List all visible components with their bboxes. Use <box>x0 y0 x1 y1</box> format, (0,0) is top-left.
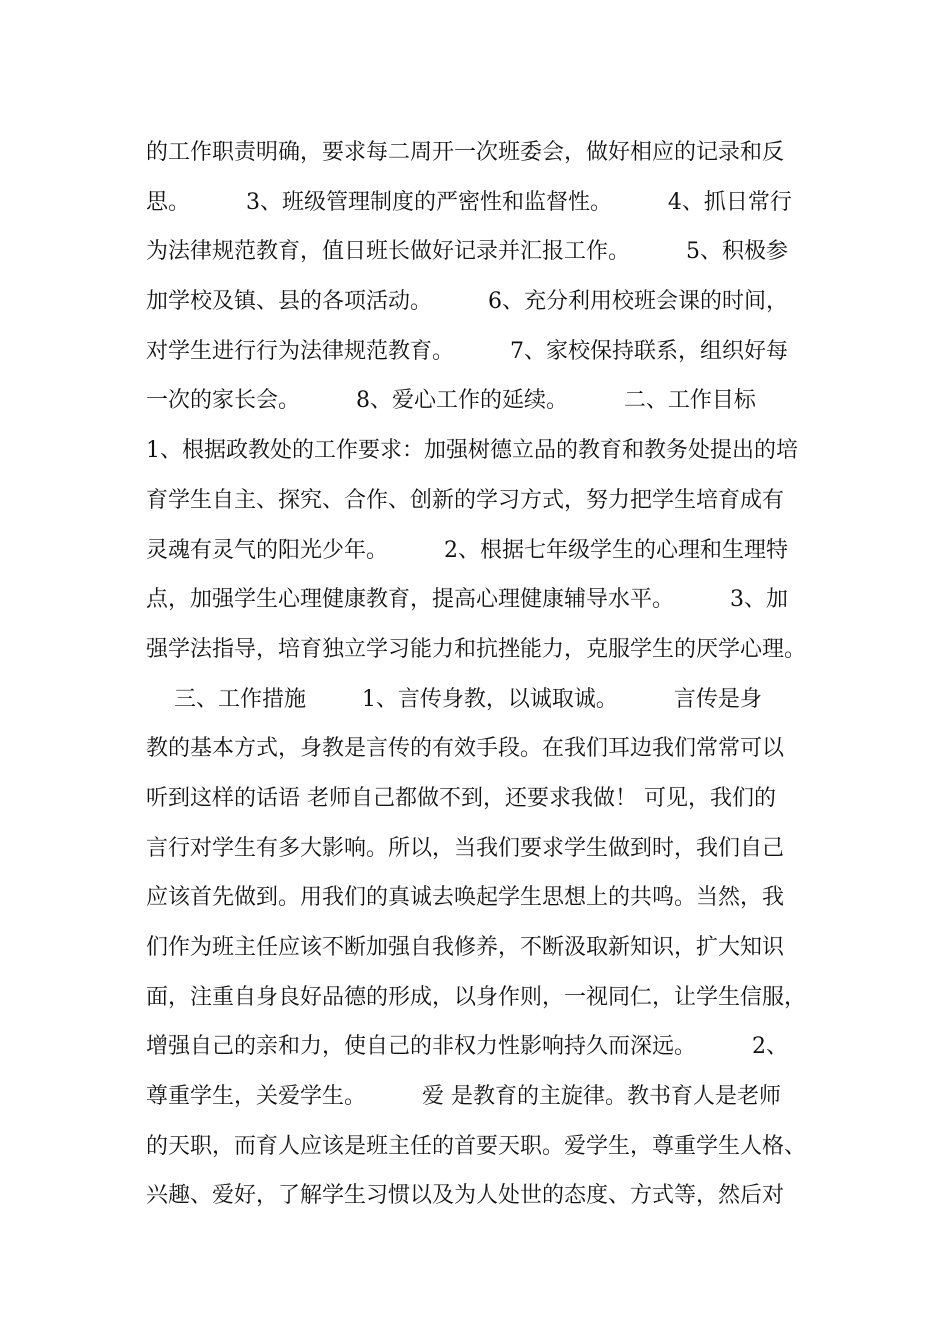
text-line: 育学生自主、探究、合作、创新的学习方式，努力把学生培育成有 <box>146 487 785 513</box>
text-line: 思。 3、班级管理制度的严密性和监督性。 4、抓日常行 <box>146 189 792 215</box>
text-line: 面，注重自身良好品德的形成，以身作则，一视同仁，让学生信服， <box>146 984 807 1010</box>
text-line: 灵魂有灵气的阳光少年。 2、根据七年级学生的心理和生理特 <box>146 537 788 563</box>
text-line: 增强自己的亲和力，使自己的非权力性影响持久而深远。 2、 <box>146 1034 788 1060</box>
text-line: 教的基本方式，身教是言传的有效手段。在我们耳边我们常常可以 <box>146 736 785 762</box>
text-line: 一次的家长会。 8、爱心工作的延续。 二、工作目标 <box>146 388 756 414</box>
text-line: 们作为班主任应该不断加强自我修养，不断汲取新知识，扩大知识 <box>146 935 785 960</box>
text-line: 应该首先做到。用我们的真诚去唤起学生思想上的共鸣。当然，我 <box>146 885 785 911</box>
text-line: 的工作职责明确，要求每二周开一次班委会，做好相应的记录和反 <box>146 140 785 165</box>
text-line: 尊重学生，关爱学生。 爱 是教育的主旋律。教书育人是老师 <box>146 1084 781 1110</box>
text-line: 对学生进行行为法律规范教育。 7、家校保持联系，组织好每 <box>146 338 788 364</box>
text-line: 强学法指导，培育独立学习能力和抗挫能力，克服学生的厌学心理。 <box>146 636 807 662</box>
text-line: 为法律规范教育，值日班长做好记录并汇报工作。 5、积极参 <box>146 239 788 265</box>
text-line: 三、工作措施 1、言传身教，以诚取诚。 言传是身 <box>146 686 762 712</box>
text-line: 加学校及镇、县的各项活动。 6、充分利用校班会课的时间， <box>146 289 788 315</box>
text-line: 点，加强学生心理健康教育，提高心理健康辅导水平。 3、加 <box>146 587 788 613</box>
text-line: 兴趣、爱好，了解学生习惯以及为人处世的态度、方式等，然后对 <box>146 1183 785 1209</box>
text-line: 言行对学生有多大影响。所以，当我们要求学生做到时，我们自己 <box>146 835 785 861</box>
text-line: 听到这样的话语 老师自己都做不到，还要求我做！ 可见，我们的 <box>146 785 776 811</box>
text-line: 的天职，而育人应该是班主任的首要天职。爱学生，尊重学生人格、 <box>146 1133 807 1159</box>
text-line: 1、根据政教处的工作要求：加强树德立品的教育和教务处提出的培 <box>146 438 798 464</box>
body-text <box>146 128 836 1221</box>
